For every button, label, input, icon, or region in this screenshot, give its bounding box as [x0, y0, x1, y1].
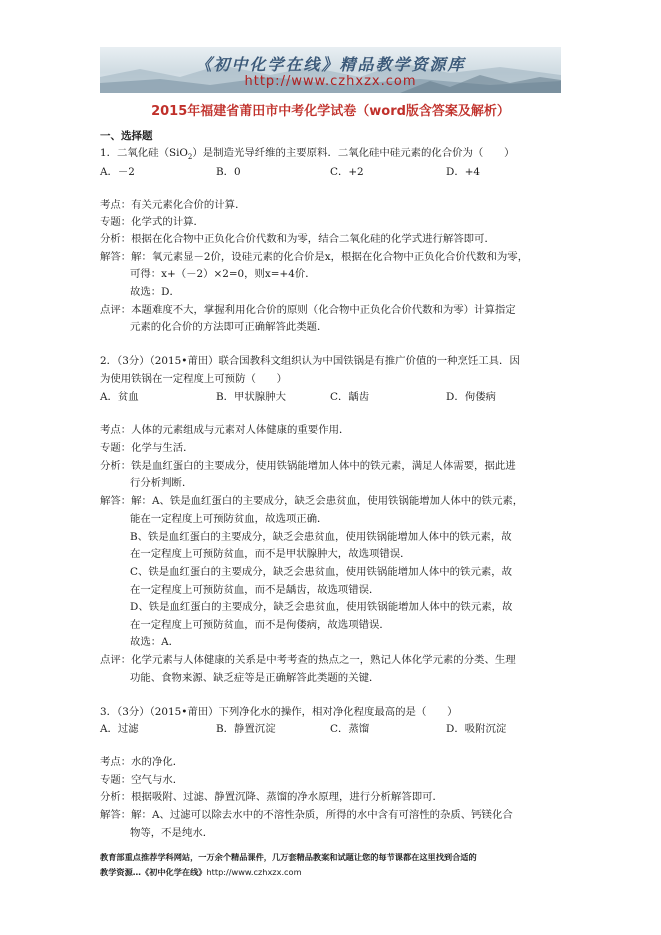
footer-url[interactable]: http://www.czhxzx.com — [206, 867, 302, 877]
document-title: 2015年福建省莆田市中考化学试卷（word版含答案及解析） — [151, 104, 510, 119]
question-3-option-c: C．蒸馏 — [330, 723, 370, 735]
banner-title: 《初中化学在线》精品教学资源库 — [195, 55, 466, 74]
question-1-stem-text: 1．二氧化硅（SiO — [100, 147, 188, 159]
footer-line2 — [100, 866, 302, 878]
q2-fenxi-line2: 行分析判断． — [130, 477, 193, 489]
q3-fenxi: 分析：根据吸附、过滤、静置沉降、蒸馏的净水原理，进行分析解答即可． — [100, 791, 443, 803]
question-2-option-d: D．佝偻病 — [446, 391, 496, 403]
banner-url[interactable]: http://www.czhxzx.com — [244, 74, 417, 89]
q1-kaodian: 考点：有关元素化合价的计算． — [100, 199, 246, 211]
header-banner — [100, 47, 561, 93]
question-1-stem-tail: ）是制造光导纤维的主要原料．二氧化硅中硅元素的化合价为（ ） — [192, 147, 515, 159]
q1-dianping-line1: 点评：本题难度不大，掌握利用化合价的原则（化合物中正负化合价代数和为零）计算指定 — [100, 304, 516, 316]
q1-jieda-line2: 可得：x+（－2）×2=0，则x=+4价． — [130, 268, 316, 280]
q2-jieda-line6: 在一定程度上可预防贫血，而不是龋齿，故选项错误． — [130, 584, 380, 596]
question-2-option-b: B．甲状腺肿大 — [216, 391, 286, 403]
q2-zhuanti: 专题：化学与生活． — [100, 442, 194, 454]
section-heading: 一、选择题 — [100, 130, 153, 142]
q2-kaodian: 考点：人体的元素组成与元素对人体健康的重要作用． — [100, 424, 350, 436]
q3-jieda-line2: 物等，不是纯水． — [130, 827, 214, 839]
q1-zhuanti: 专题：化学式的计算． — [100, 216, 204, 228]
q3-zhuanti: 专题：空气与水． — [100, 774, 184, 786]
q2-jieda-line3: B、铁是血红蛋白的主要成分，缺乏会患贫血，使用铁锅能增加人体中的铁元素，故 — [130, 531, 512, 543]
q3-kaodian: 考点：水的净化． — [100, 756, 184, 768]
q2-jieda-line2: 能在一定程度上可预防贫血，故选项正确． — [130, 513, 328, 525]
q2-dianping-line1: 点评：化学元素与人体健康的关系是中考考查的热点之一，熟记人体化学元素的分类、生理 — [100, 654, 516, 666]
question-3-option-b: B．静置沉淀 — [216, 723, 276, 735]
question-2-stem-line2: 为使用铁锅在一定程度上可预防（ ） — [100, 373, 288, 385]
q2-jieda-line8: 在一定程度上可预防贫血，而不是佝偻病，故选项错误． — [130, 619, 390, 631]
footer-line2-text: 教学资源…《初中化学在线》 — [100, 867, 207, 877]
q2-jieda-line9: 故选：A． — [130, 636, 180, 648]
question-3-option-a: A．过滤 — [100, 723, 139, 735]
question-1-option-d: D．+4 — [446, 166, 481, 178]
question-3-option-d: D．吸附沉淀 — [446, 723, 507, 735]
q2-jieda-line7: D、铁是血红蛋白的主要成分，缺乏会患贫血，使用铁锅能增加人体中的铁元素，故 — [130, 601, 513, 613]
question-1-option-c: C．+2 — [330, 166, 364, 178]
question-2-stem-line1: 2．（3分）（2015•莆田）联合国教科文组织认为中国铁锅是有推广价值的一种烹饪工具．因 — [100, 355, 520, 367]
question-1-option-a: A．－2 — [100, 166, 135, 178]
question-2-option-a: A．贫血 — [100, 391, 139, 403]
question-1-stem — [100, 146, 515, 164]
q1-dianping-line2: 元素的化合价的方法即可正确解答此类题． — [130, 321, 328, 333]
q2-jieda-line4: 在一定程度上可预防贫血，而不是甲状腺肿大，故选项错误． — [130, 548, 411, 560]
question-1-stem-subscript: 2 — [187, 153, 193, 162]
q1-jieda-line1: 解答：解：氧元素显－2价，设硅元素的化合价是x，根据在化合物中正负化合价代数和为零， — [100, 251, 529, 263]
question-2-option-c: C．龋齿 — [330, 391, 370, 403]
q1-jieda-line3: 故选：D． — [130, 286, 180, 298]
q2-jieda-line1: 解答：解：A、铁是血红蛋白的主要成分，缺乏会患贫血，使用铁锅能增加人体中的铁元素， — [100, 495, 524, 507]
q2-dianping-line2: 功能、食物来源、缺乏症等是正确解答此类题的关键． — [130, 672, 380, 684]
q1-fenxi: 分析：根据在化合物中正负化合价代数和为零，结合二氧化硅的化学式进行解答即可． — [100, 233, 495, 245]
footer-line1: 教育部重点推荐学科网站，一万余个精品课件，几万套精品教案和试题让您的每节课都在这里找到合适的 — [100, 852, 477, 862]
q3-jieda-line1: 解答：解：A、过滤可以除去水中的不溶性杂质，所得的水中含有可溶性的杂质、钙镁化合 — [100, 809, 513, 821]
question-1-option-b: B．0 — [216, 166, 241, 178]
question-3-stem: 3．（3分）（2015•莆田）下列净化水的操作，相对净化程度最高的是（ ） — [100, 706, 458, 718]
q2-jieda-line5: C、铁是血红蛋白的主要成分，缺乏会患贫血，使用铁锅能增加人体中的铁元素，故 — [130, 566, 513, 578]
q2-fenxi-line1: 分析：铁是血红蛋白的主要成分，使用铁锅能增加人体中的铁元素，满足人体需要，据此进 — [100, 460, 516, 472]
